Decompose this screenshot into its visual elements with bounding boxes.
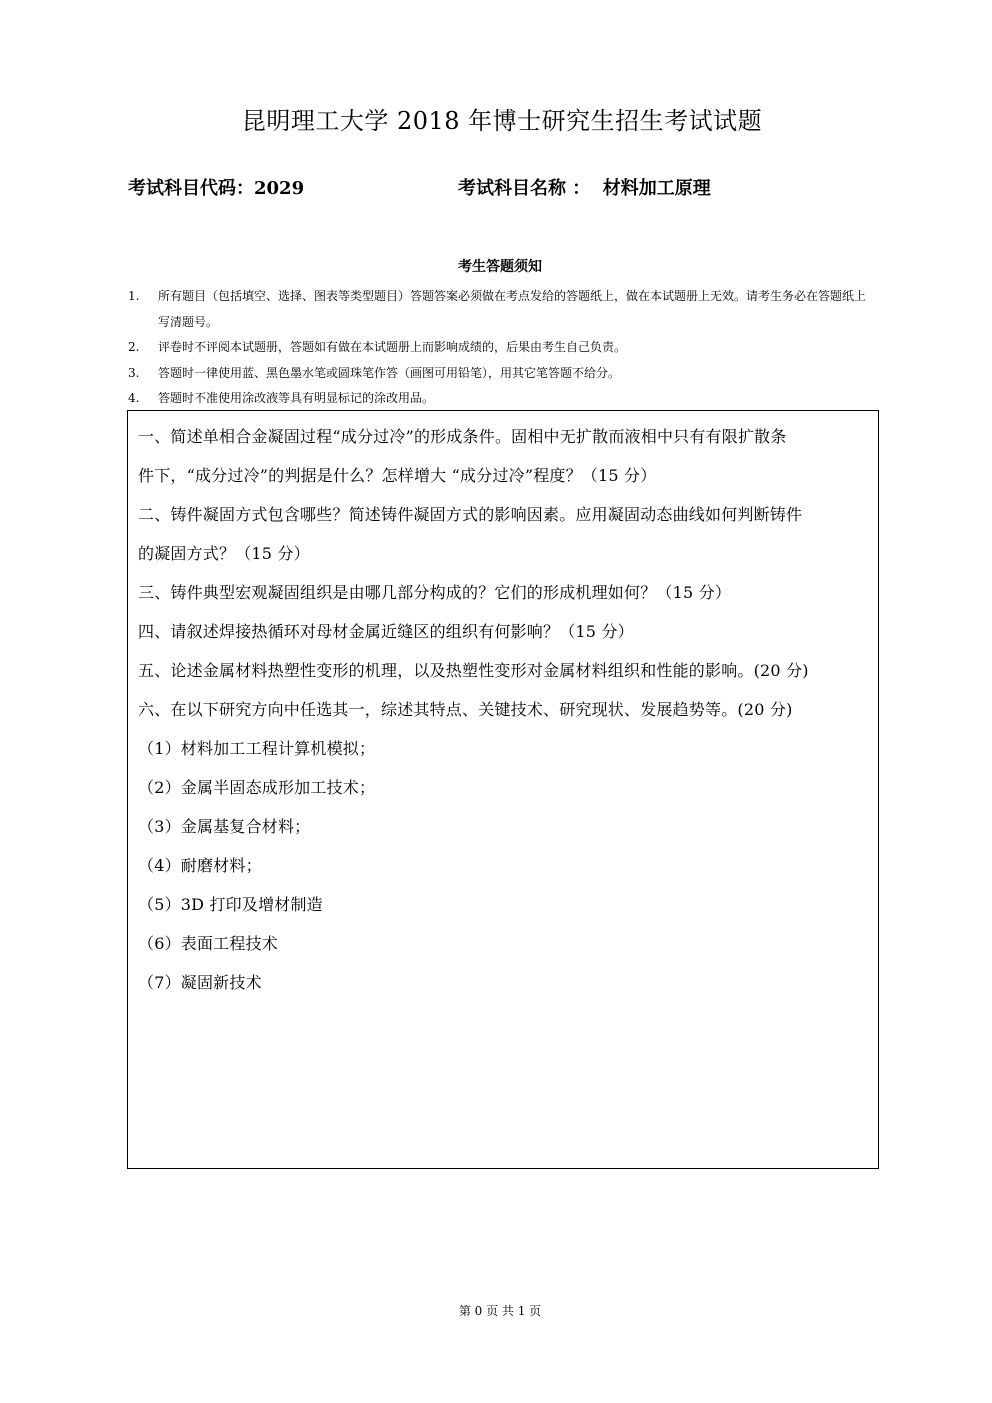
notice-text: 答题时不准使用涂改液等具有明显标记的涂改用品。 bbox=[158, 391, 435, 405]
question-line: 件下，“成分过冷”的判据是什么？怎样增大 “成分过冷”程度？（15 分） bbox=[138, 466, 657, 485]
notice-text: 答题时一律使用蓝、黑色墨水笔或圆珠笔作答（画图可用铅笔），用其它笔答题不给分。 bbox=[158, 365, 621, 380]
notice-number: 1. bbox=[128, 289, 140, 303]
question-box bbox=[127, 410, 879, 1169]
notice-text: 评卷时不评阅本试题册，答题如有做在本试题册上而影响成绩的，后果由考生自己负责。 bbox=[158, 340, 627, 354]
option-line: （5）3D 打印及增材制造 bbox=[138, 895, 323, 914]
notice-item bbox=[128, 386, 868, 412]
notice-heading: 考生答题须知 bbox=[458, 259, 542, 275]
notice-list bbox=[128, 284, 868, 412]
option-line: （6）表面工程技术 bbox=[138, 934, 278, 953]
question-line: 六、在以下研究方向中任选其一，综述其特点、关键技术、研究现状、发展趋势等。(20 分) bbox=[138, 700, 793, 719]
subject-name: 考试科目名称 ： 材料加工原理 bbox=[458, 178, 711, 199]
question-line: 三、铸件典型宏观凝固组织是由哪几部分构成的？它们的形成机理如何？（15 分） bbox=[138, 583, 732, 602]
notice-number: 4. bbox=[128, 391, 140, 405]
question-line: 五、论述金属材料热塑性变形的机理，以及热塑性变形对金属材料组织和性能的影响。(20 分) bbox=[138, 661, 809, 680]
question-text bbox=[138, 417, 860, 1002]
notice-number: 3. bbox=[128, 365, 140, 380]
option-line: （2）金属半固态成形加工技术； bbox=[138, 778, 376, 797]
option-line: （7）凝固新技术 bbox=[138, 973, 262, 992]
exam-title: 昆明理工大学 2018 年博士研究生招生考试试题 bbox=[241, 107, 763, 135]
option-line: （4）耐磨材料； bbox=[138, 856, 262, 875]
subject-code: 考试科目代码：2029 bbox=[128, 178, 305, 199]
page-number: 第 0 页 共 1 页 bbox=[458, 1304, 542, 1318]
question-line: 二、铸件凝固方式包含哪些？简述铸件凝固方式的影响因素。应用凝固动态曲线如何判断铸件 bbox=[138, 505, 803, 524]
question-line: 一、简述单相合金凝固过程“成分过冷”的形成条件。固相中无扩散而液相中只有有限扩散条 bbox=[138, 427, 787, 446]
notice-item bbox=[128, 284, 868, 335]
notice-number: 2. bbox=[128, 340, 140, 354]
option-line: （3）金属基复合材料； bbox=[138, 817, 311, 836]
notice-item bbox=[128, 335, 868, 361]
question-line: 的凝固方式？（15 分） bbox=[138, 544, 310, 563]
notice-item bbox=[128, 361, 868, 387]
notice-text: 所有题目（包括填空、选择、图表等类型题目）答题答案必须做在考点发给的答题纸上，做在本试题册上无效。请考生务必在答题纸上写清题号。 bbox=[158, 289, 867, 329]
question-line: 四、请叙述焊接热循环对母材金属近缝区的组织有何影响？（15 分） bbox=[138, 622, 634, 641]
option-line: （1）材料加工工程计算机模拟； bbox=[138, 739, 376, 758]
